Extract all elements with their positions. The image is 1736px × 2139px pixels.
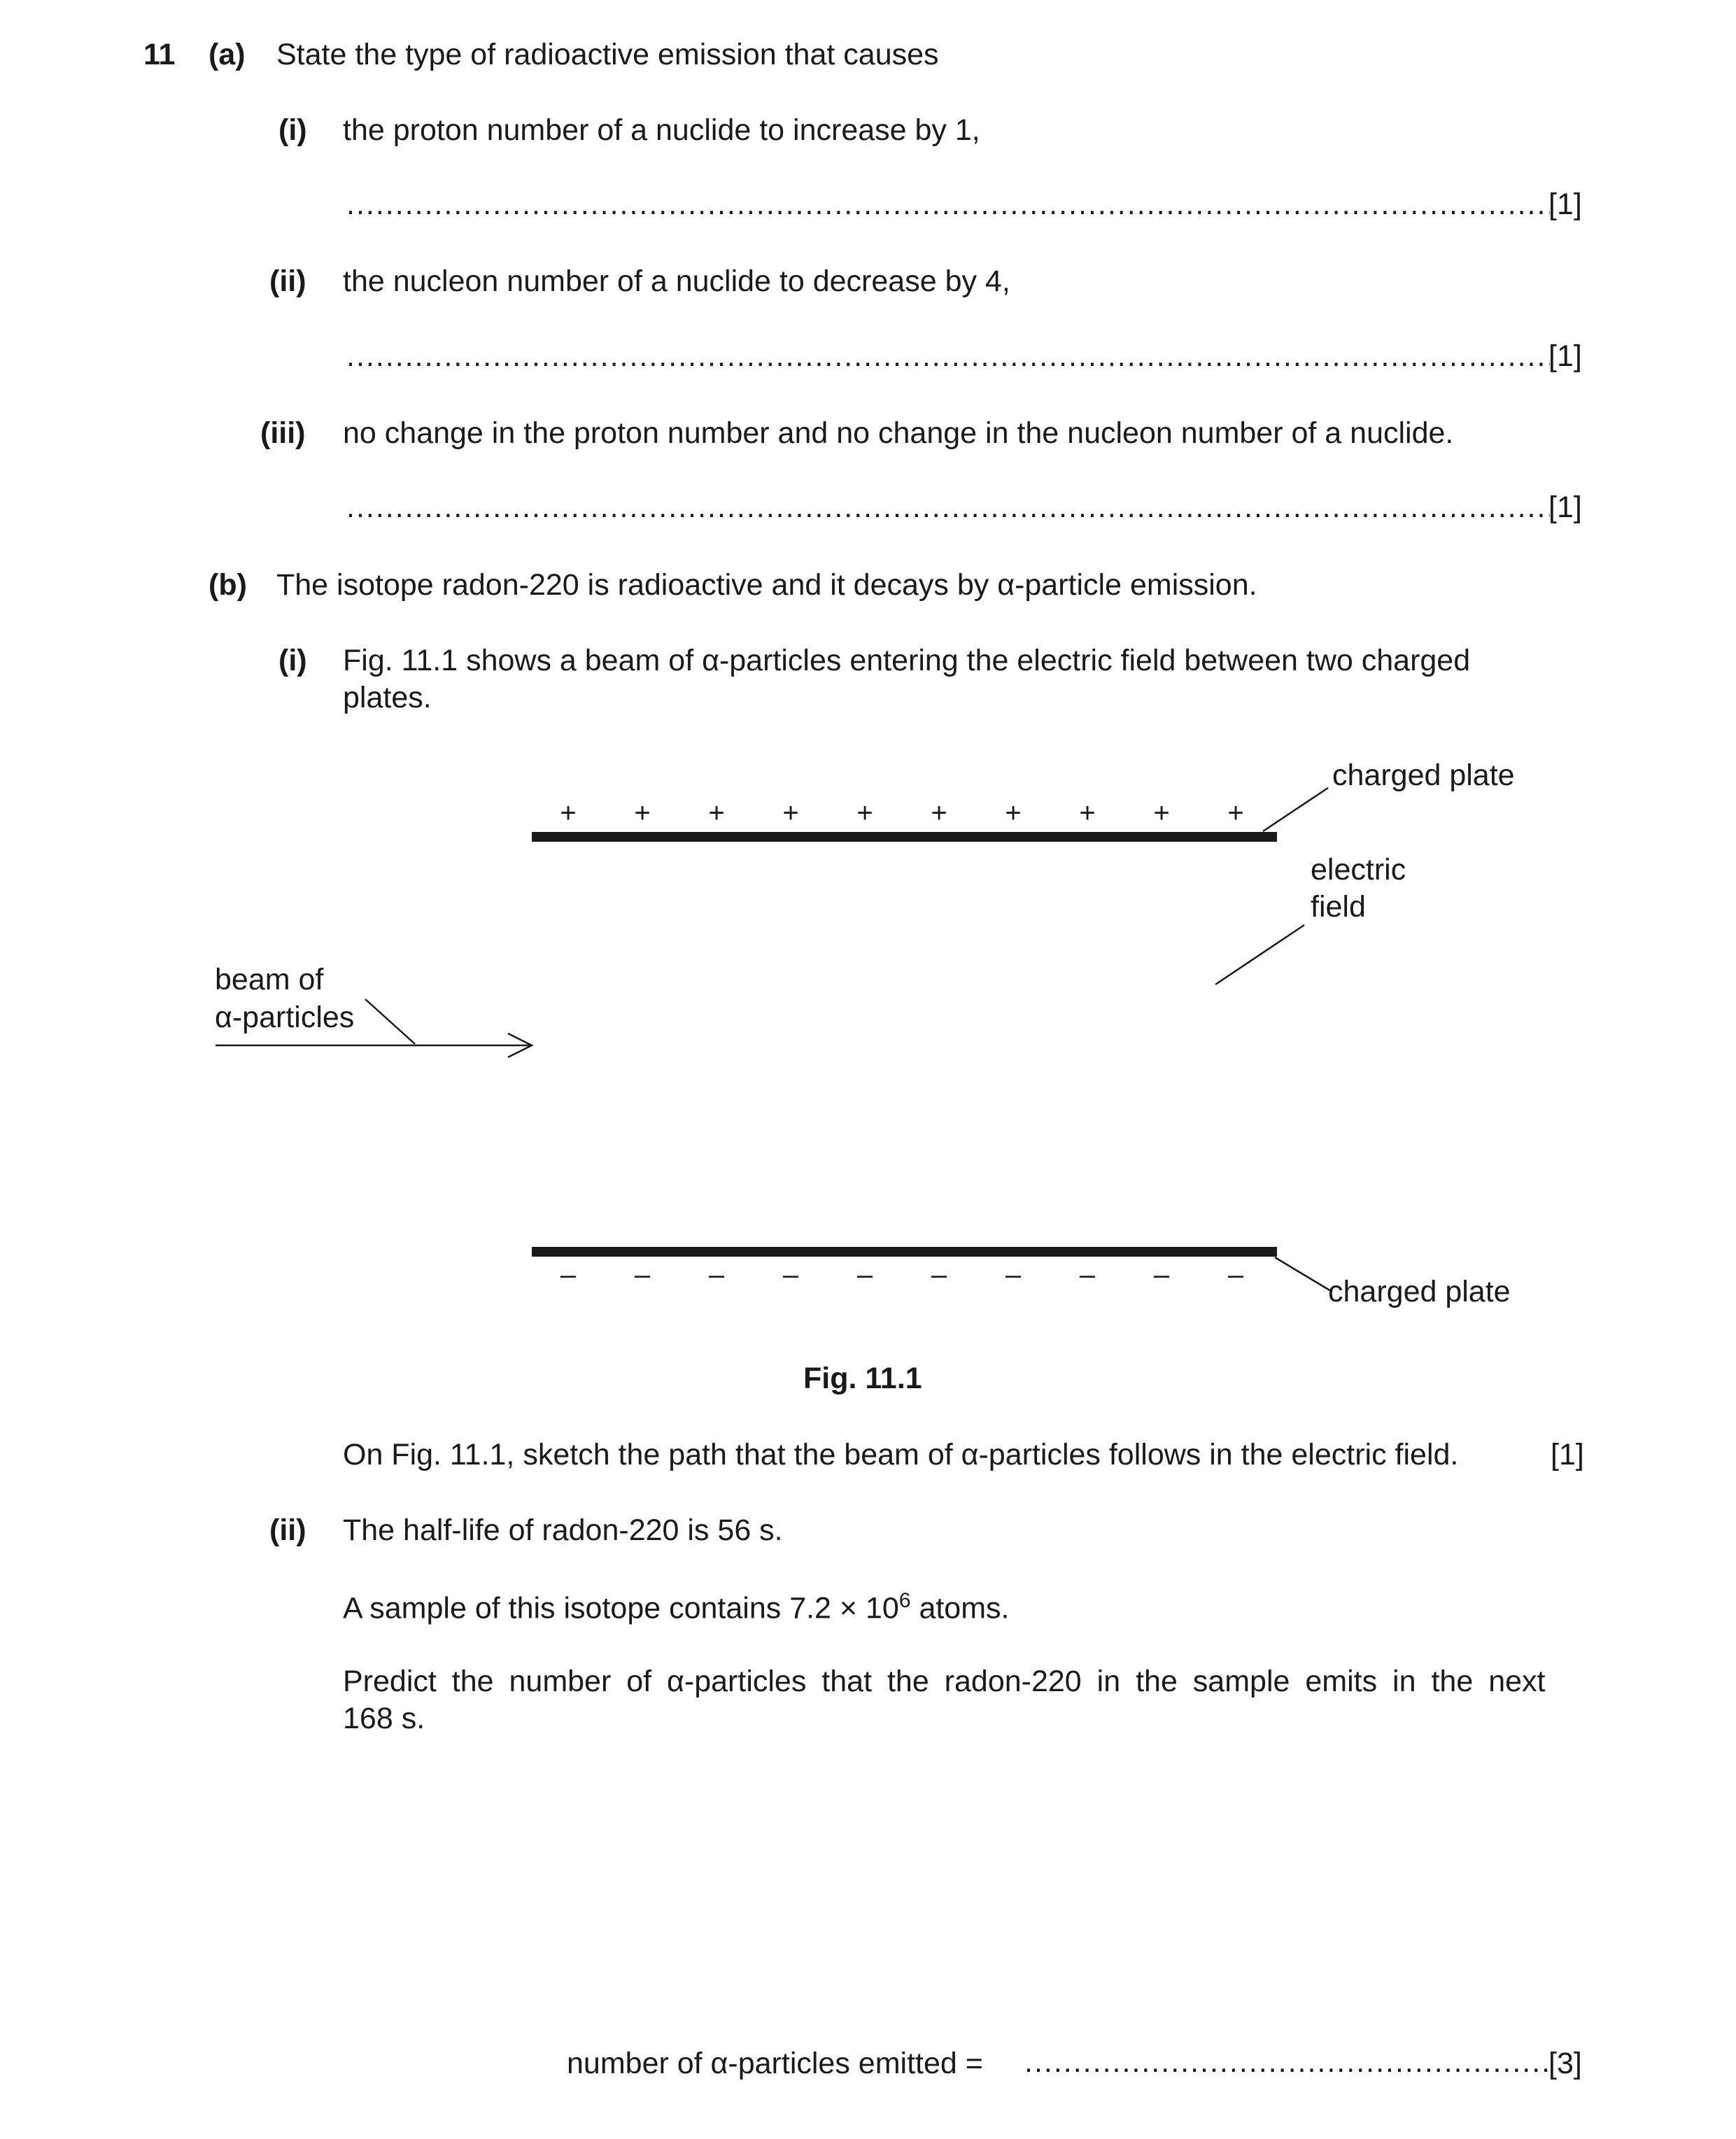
minus-sign: – — [634, 1259, 651, 1290]
beam-label-line2: α-particles — [215, 1001, 355, 1034]
part-b-i-label: (i) — [278, 644, 307, 677]
part-b-ii-predict-line1: Predict the number of α-particles that the radon-220 in the sample emits in the next — [343, 1665, 1546, 1698]
minus-sign: – — [1079, 1259, 1096, 1290]
part-b-ii-predict-line2: 168 s. — [343, 1702, 425, 1735]
beam-label-leader-line — [365, 999, 415, 1044]
beam-label-line1: beam of — [215, 963, 324, 996]
plus-sign: + — [1227, 798, 1244, 828]
plus-sign: + — [708, 798, 725, 828]
field-leader-line — [1215, 925, 1304, 984]
part-b-i-line2: plates. — [343, 681, 432, 714]
part-a-ii-label: (ii) — [269, 264, 306, 298]
minus-sign: – — [560, 1259, 577, 1290]
part-b-i-instruction: On Fig. 11.1, sketch the path that the beam of α-particles follows in the electric field. — [343, 1438, 1459, 1471]
minus-sign: – — [1153, 1259, 1170, 1290]
part-b-ii-halflife: The half-life of radon-220 is 56 s. — [343, 1513, 783, 1547]
answer-line-b-ii[interactable] — [1024, 2045, 1551, 2080]
part-a-ii-text: the nucleon number of a nuclide to decrease by 4, — [343, 264, 1010, 298]
plus-sign: + — [1153, 798, 1170, 828]
bottom-plate-leader-line — [1275, 1257, 1331, 1291]
plus-sign: + — [856, 798, 873, 828]
question-number: 11 — [143, 38, 176, 71]
part-a-stem: State the type of radioactive emission that causes — [276, 38, 939, 71]
plus-sign: + — [1079, 798, 1096, 828]
part-b-stem: The isotope radon-220 is radioactive and it decays by α-particle emission. — [276, 568, 1257, 602]
plus-sign: + — [560, 798, 577, 828]
minus-sign: – — [708, 1259, 725, 1290]
mark-b-i: [1] — [1551, 1438, 1584, 1471]
plus-sign: + — [1005, 798, 1022, 828]
part-a-iii-label: (iii) — [260, 416, 306, 450]
bottom-plate-label: charged plate — [1328, 1275, 1511, 1308]
mark-a-i: [1] — [1548, 188, 1582, 221]
mark-a-iii: [1] — [1548, 490, 1582, 524]
part-b-ii-sample — [343, 1588, 1010, 1628]
figure-caption: Fig. 11.1 — [803, 1362, 922, 1395]
sample-text-before: A sample of this isotope contains 7.2 × 10 — [343, 1591, 899, 1625]
part-a-iii-text: no change in the proton number and no change in the nucleon number of a nuclide. — [343, 416, 1454, 450]
plus-sign: + — [782, 798, 799, 828]
minus-sign: – — [856, 1259, 873, 1290]
part-a-i-text: the proton number of a nuclide to increase by 1, — [343, 113, 980, 147]
answer-label: number of α-particles emitted = — [567, 2047, 983, 2080]
plus-sign: + — [931, 798, 947, 828]
minus-sign: – — [1005, 1259, 1022, 1290]
minus-sign: – — [931, 1259, 947, 1290]
plus-sign: + — [634, 798, 651, 828]
sample-text-after: atoms. — [910, 1591, 1010, 1625]
minus-sign: – — [782, 1259, 799, 1290]
part-b-i-line1: Fig. 11.1 shows a beam of α-particles entering the electric field between two charged — [343, 644, 1471, 677]
sample-exponent: 6 — [898, 1589, 911, 1612]
top-plate-label: charged plate — [1332, 758, 1515, 792]
part-a-label: (a) — [209, 38, 246, 71]
part-a-i-label: (i) — [278, 113, 307, 147]
part-b-ii-label: (ii) — [269, 1513, 306, 1547]
field-label-line2: field — [1311, 890, 1366, 924]
mark-a-ii: [1] — [1548, 339, 1582, 373]
top-plate-leader-line — [1263, 788, 1328, 831]
field-label-line1: electric — [1311, 853, 1406, 887]
minus-sign: – — [1227, 1259, 1244, 1290]
part-b-label: (b) — [209, 568, 247, 602]
mark-b-ii: [3] — [1548, 2047, 1582, 2080]
